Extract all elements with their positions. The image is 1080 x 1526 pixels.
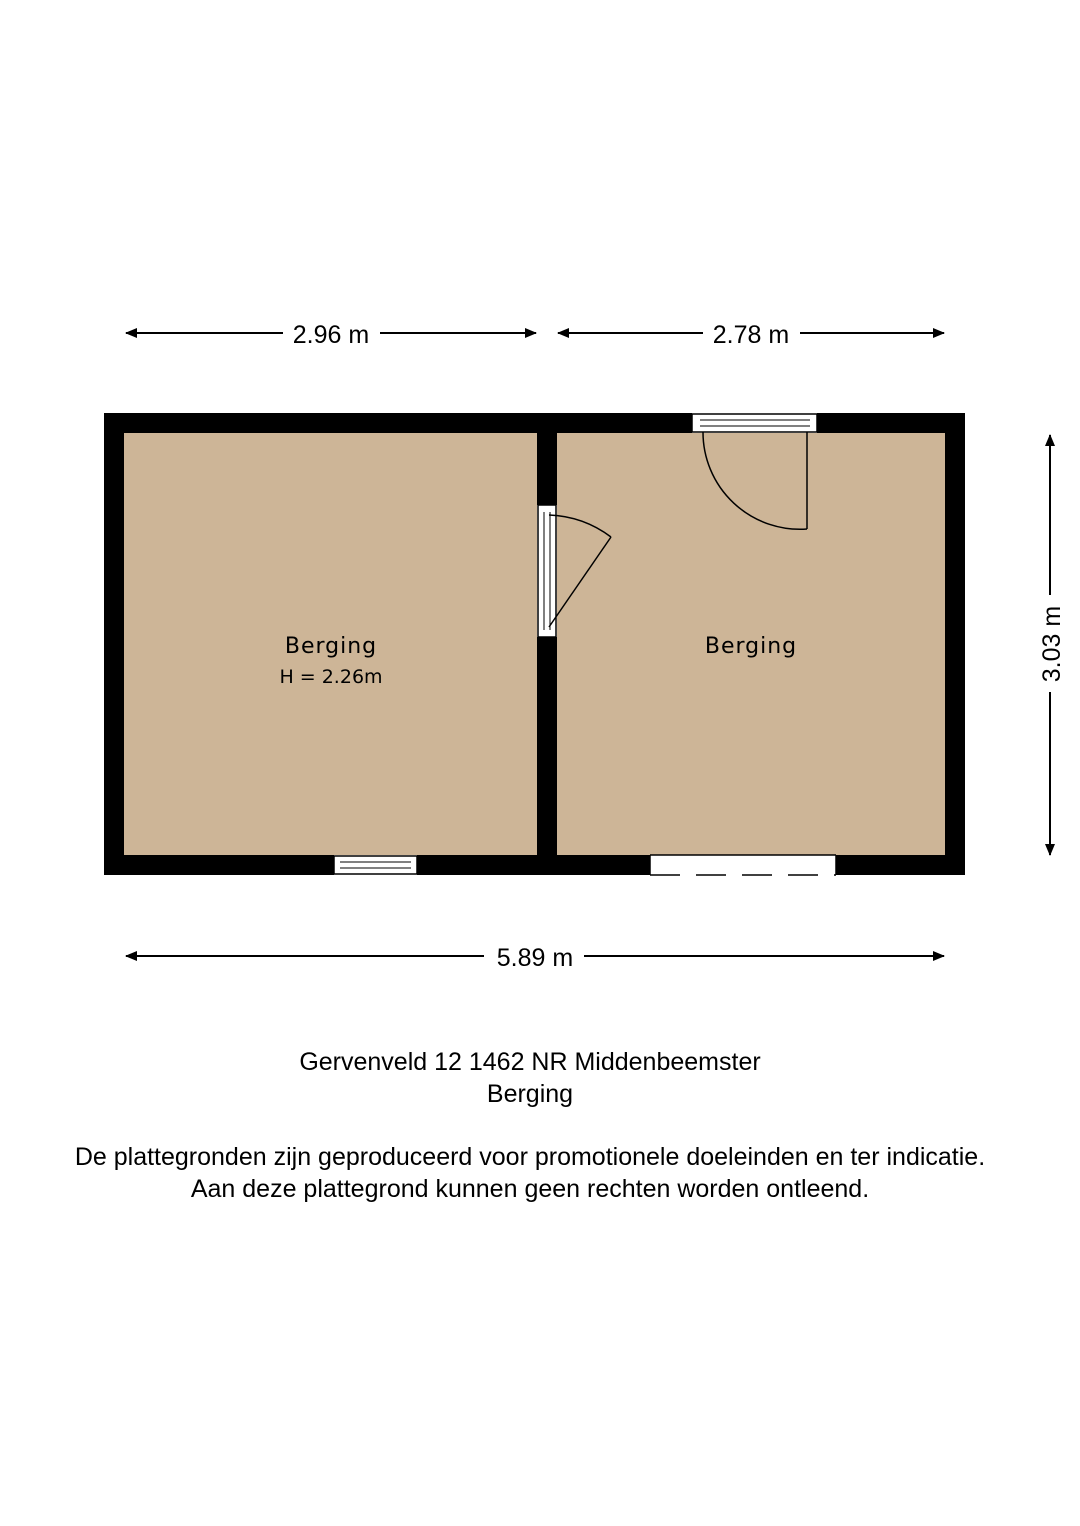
dimension-bottom-total (126, 944, 944, 972)
top-door-frame (692, 414, 817, 432)
caption-floor: Berging (486, 1080, 574, 1108)
room-height-note: H = 2.26m (279, 666, 383, 688)
bottom-window (334, 856, 417, 874)
dimension-label: 5.89 m (496, 944, 574, 972)
dimension-label: 2.78 m (712, 321, 790, 349)
room-label-left: Berging (284, 634, 378, 659)
dimension-label: 3.03 m (1038, 605, 1066, 683)
dimension-right-height (1038, 435, 1066, 855)
bottom-opening (650, 855, 836, 875)
dimension-label: 2.96 m (292, 321, 370, 349)
middle-door-frame (538, 505, 556, 637)
disclaimer-line-1: De plattegronden zijn geproduceerd voor promotionele doeleinden en ter indicatie. (74, 1143, 986, 1171)
caption-address: Gervenveld 12 1462 NR Middenbeemster (299, 1048, 761, 1076)
disclaimer-line-2: Aan deze plattegrond kunnen geen rechten worden ontleend. (190, 1175, 870, 1203)
dimension-top-left (126, 321, 536, 349)
room-label-right: Berging (704, 634, 798, 659)
dimension-top-right (558, 321, 944, 349)
